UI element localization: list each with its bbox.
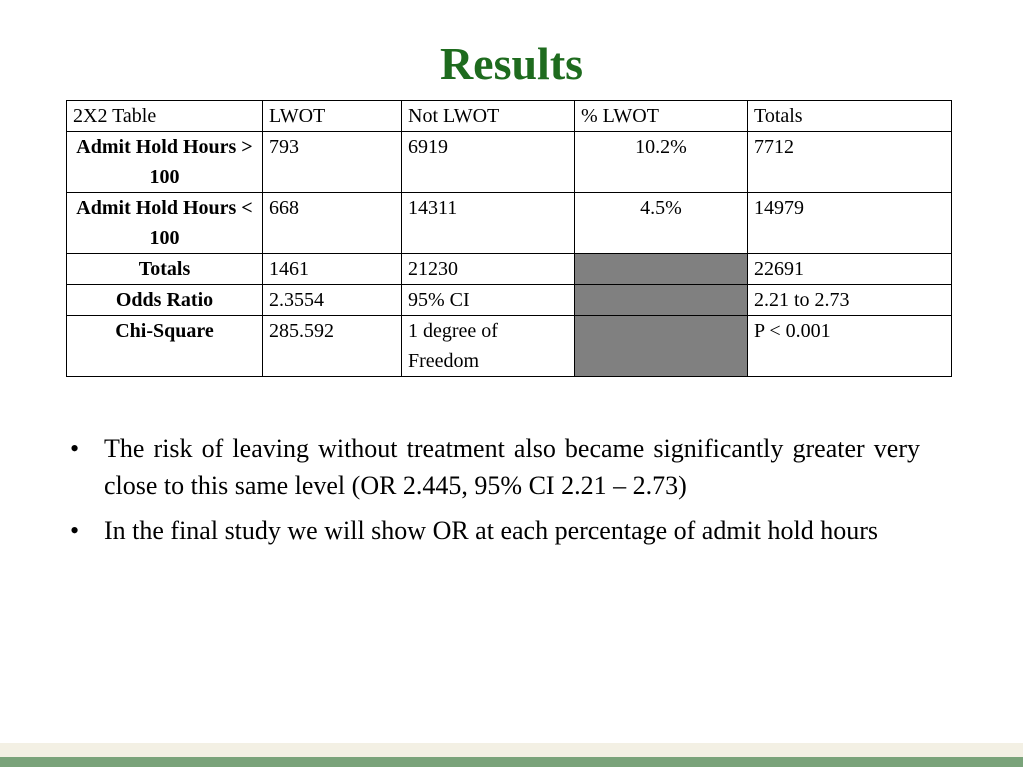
bullet-list	[70, 430, 920, 557]
cell-lwot: 668	[263, 193, 402, 254]
footer-stripe	[0, 757, 1023, 767]
bullet-item	[70, 512, 920, 549]
row-label: Chi-Square	[67, 316, 263, 377]
shaded-cell	[575, 254, 748, 285]
header-cell-lwot: LWOT	[263, 101, 402, 132]
table-row	[67, 285, 952, 316]
cell-totals: 7712	[748, 132, 952, 193]
cell-totals: 22691	[748, 254, 952, 285]
bullet-icon: •	[70, 516, 80, 545]
cell-not-lwot: 21230	[402, 254, 575, 285]
cell-not-lwot: 1 degree of Freedom	[402, 316, 575, 377]
header-cell-2x2: 2X2 Table	[67, 101, 263, 132]
cell-pct-lwot: 10.2%	[575, 132, 748, 193]
header-cell-totals: Totals	[748, 101, 952, 132]
table-header-row	[67, 101, 952, 132]
table-row	[67, 193, 952, 254]
cell-pct-lwot: 4.5%	[575, 193, 748, 254]
cell-lwot: 285.592	[263, 316, 402, 377]
bullet-item	[70, 430, 920, 504]
table-row	[67, 316, 952, 377]
header-cell-not-lwot: Not LWOT	[402, 101, 575, 132]
bullet-icon: •	[70, 434, 80, 463]
shaded-cell	[575, 285, 748, 316]
cell-totals: 14979	[748, 193, 952, 254]
cell-totals: 2.21 to 2.73	[748, 285, 952, 316]
row-label: Totals	[67, 254, 263, 285]
cell-not-lwot: 6919	[402, 132, 575, 193]
cell-lwot: 2.3554	[263, 285, 402, 316]
table-row	[67, 254, 952, 285]
table-row	[67, 132, 952, 193]
shaded-cell	[575, 316, 748, 377]
cell-lwot: 1461	[263, 254, 402, 285]
row-label: Admit Hold Hours > 100	[67, 132, 263, 193]
slide-title: Results	[439, 38, 584, 89]
cell-totals: P < 0.001	[748, 316, 952, 377]
row-label: Admit Hold Hours < 100	[67, 193, 263, 254]
header-cell-pct-lwot: % LWOT	[575, 101, 748, 132]
results-table	[66, 100, 952, 377]
bullet-text: In the final study we will show OR at each percentage of admit hold hours	[104, 516, 879, 545]
cell-not-lwot: 14311	[402, 193, 575, 254]
bullet-text: The risk of leaving without treatment also became significantly greater very close to this same level (OR 2.445, 95% CI 2.21 – 2.73)	[104, 434, 920, 500]
cell-lwot: 793	[263, 132, 402, 193]
cell-not-lwot: 95% CI	[402, 285, 575, 316]
row-label: Odds Ratio	[67, 285, 263, 316]
